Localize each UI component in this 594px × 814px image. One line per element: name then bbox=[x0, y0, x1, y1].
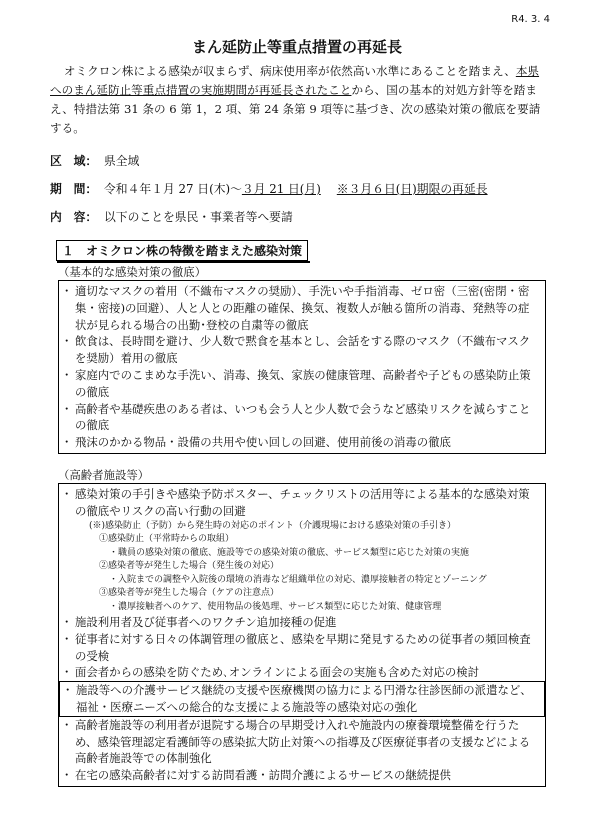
basic-heading: （基本的な感染対策の徹底） bbox=[58, 265, 207, 279]
period-row bbox=[50, 180, 488, 197]
period-end: ３月 21 日(月) bbox=[241, 182, 321, 196]
intro-paragraph bbox=[50, 62, 550, 138]
intro-text-end: から、国の基本的対処方針等を踏まえ、特措法第 31 条の 6 第 1，2 項、第 24 条第 9 項等に基づき、次の感染対策の徹底を要請する。 bbox=[50, 83, 541, 135]
intro-underlined-text: 本県へのまん延防止等重点措置の実施期間が再延長されたこと bbox=[50, 64, 540, 97]
period-start: 令和４年１月 27 日(木)～ bbox=[104, 182, 242, 196]
area-value: 県全域 bbox=[104, 154, 140, 168]
area-row bbox=[50, 152, 139, 169]
list-item: ・ 飲食は、長時間を避け、少人数で黙食を基本とし、会話をする際のマスク（不織布マスクを奨励）着用の徹底 bbox=[63, 333, 539, 367]
list-item: ・ 家庭内でのこまめな手洗い、消毒、換気、家族の健康管理、高齢者や子どもの感染防止策の徹底 bbox=[63, 367, 539, 401]
note-line: (※)感染防止（予防）から発生時の対応のポイント（介護現場における感染対策の手引き） bbox=[89, 520, 457, 531]
list-item: ・ 高齢者施設等の利用者が退院する場合の早期受け入れや施設内の療養環境整備を行うため、感染管理認定看護師等の感染拡大防止対策への指導及び医療従事者の支援などによる高齢者施設等での体制強化 bbox=[63, 717, 539, 767]
list-item: ・ 感染対策の手引きや感染予防ポスター、チェックリストの活用等による基本的な感染対策の徹底やリスクの高い行動の回避 bbox=[63, 486, 539, 520]
document-title: まん延防止等重点措置の再延長 bbox=[191, 38, 402, 56]
note-line: ③感染者等が発生した場合（ケアの注意点） bbox=[99, 588, 280, 599]
period-label: 期 間： bbox=[50, 182, 98, 196]
intro-text: オミクロン株による感染が収まらず、病床使用率が依然高い水準にあることを踏まえ、 bbox=[63, 64, 516, 78]
note-line: ②感染者等が発生した場合（発生後の対応） bbox=[99, 561, 280, 572]
highlighted-item-box bbox=[59, 681, 545, 717]
area-label: 区 域： bbox=[50, 154, 98, 168]
list-item: ・ 従事者に対する日々の体調管理の徹底と、感染を早期に発見するための従事者の頻回検査の受検 bbox=[63, 631, 539, 665]
list-item: ・ 施設利用者及び従事者へのワクチン追加接種の促進 bbox=[63, 614, 539, 631]
content-label: 内 容： bbox=[50, 210, 98, 224]
document-date: R4. 3. 4 bbox=[511, 14, 550, 25]
period-note: ※３月６日(日)期限の再延長 bbox=[336, 182, 488, 196]
note-line: ・入院までの調整や入院後の環境の消毒など組織単位の対応、濃厚接触者の特定とゾーニング bbox=[109, 574, 487, 585]
content-value: 以下のことを県民・事業者等へ要請 bbox=[104, 210, 293, 224]
list-item-highlighted: ・ 施設等への介護サービス継続の支援や医療機関の協力による円滑な往診医師の派遣など、福祉・医療ニーズへの総合的な支援による施設等の感染対応の強化 bbox=[64, 682, 538, 716]
list-item: ・ 飛沫のかかる物品・設備の共用や使い回しの回避、使用前後の消毒の徹底 bbox=[63, 434, 539, 451]
note-line: ・職員の感染対策の徹底、施設等での感染対策の徹底、サービス類型に応じた対策の実施 bbox=[109, 547, 470, 558]
note-line: ①感染防止（平常時からの取組） bbox=[99, 534, 235, 545]
basic-measures-box bbox=[58, 280, 546, 454]
elderly-facilities-box bbox=[58, 483, 546, 787]
list-item: ・ 適切なマスクの着用（不織布マスクの奨励）、手洗いや手指消毒、ゼロ密（三密(密閉・密集・密接)の回避）、人と人との距離の確保、換気、複数人が触る箇所の消毒、発熱等の症状が見られる場合の出勤･登校の自粛等の徹底 bbox=[63, 283, 539, 333]
list-item: ・ 在宅の感染高齢者に対する訪問看護・訪問介護によるサービスの継続提供 bbox=[63, 767, 539, 784]
elderly-heading: （高齢者施設等） bbox=[58, 468, 150, 482]
list-item: ・ 高齢者や基礎疾患のある者は、いつも会う人と少人数で会うなど感染リスクを減らすことの徹底 bbox=[63, 401, 539, 435]
list-item: ・ 面会者からの感染を防ぐため､オンラインによる面会の実施も含めた対応の検討 bbox=[63, 664, 539, 681]
note-line: ・濃厚接触者へのケア、使用物品の後処理、サービス類型に応じた対策、健康管理 bbox=[109, 601, 442, 612]
content-row bbox=[50, 208, 293, 225]
section1-heading: １ オミクロン株の特徴を踏まえた感染対策 bbox=[56, 240, 308, 261]
